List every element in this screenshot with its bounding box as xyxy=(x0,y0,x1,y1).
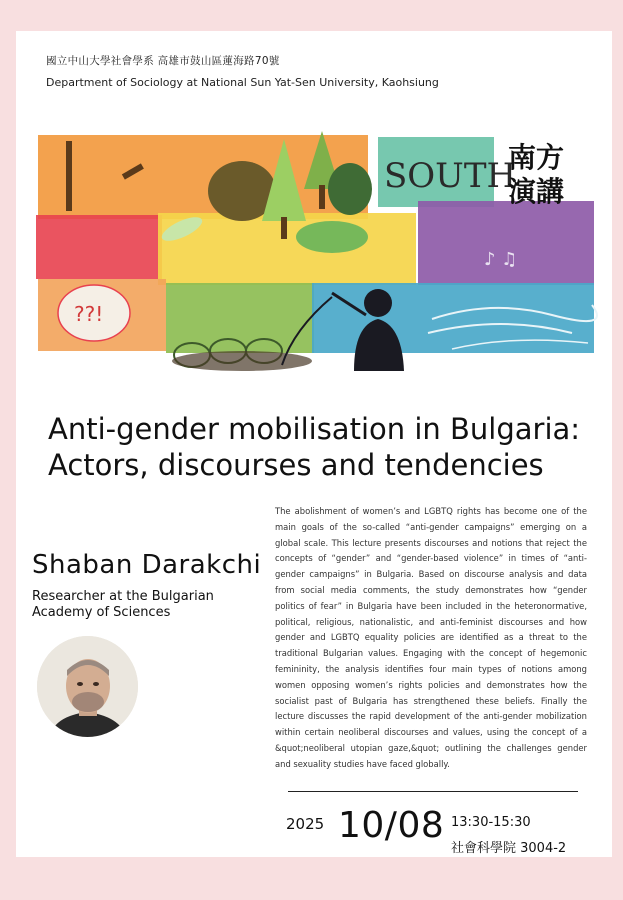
lecture-title xyxy=(48,411,608,483)
purple-block xyxy=(418,201,594,285)
poster xyxy=(16,31,612,857)
lecture-abstract: The abolishment of women’s and LGBTQ rights has become one of the main goals of the so-called “anti-gender campaigns” emerging on a global scale. This lecture presents discourses and notions that reject the concepts of “gender” and “gender-based violence” in times of “anti-gender campaigns” in Bulgaria. Based on discourse analysis and data from social media comments, the study demonstrates how “gender politics of fear” in Bulgaria have been included in the heteronormative, political, religious, nationalistic, and anti-feminist discourses and how gender and LGBTQ equality policies are identified as a threat to the traditional Bulgarian values. Engaging with the concept of hegemonic femininity, the analysis identifies four main types of notions among women opposing women’s rights policies and demonstrates how the socialist past of Bulgaria has strengthened these beliefs. Finally the lecture discusses the rapid development of the anti-gender mobilization within certain neoliberal discourses and values, using the concept of a &quot;neoliberal utopian gaze,&quot; outlining the challenges gender and sexuality studies have faced globally. xyxy=(275,506,587,769)
svg-text:??!: ??! xyxy=(74,302,104,326)
speaker-affiliation-line1: Researcher at the Bulgarian xyxy=(32,589,214,604)
blue-block xyxy=(312,283,594,353)
event-venue: 社會科學院 3004-2 xyxy=(451,841,567,856)
speaker-name: Shaban Darakchi xyxy=(32,550,262,580)
calligraphy-line2: 演講 xyxy=(508,175,565,208)
speaker-affiliation-line2: Academy of Sciences xyxy=(32,605,171,620)
divider-line xyxy=(288,791,578,792)
calligraphy-line1: 南方 xyxy=(508,141,565,174)
lecture-title-line1: Anti-gender mobilisation in Bulgaria: xyxy=(48,412,581,446)
lecture-series-artwork xyxy=(32,129,598,371)
speaker-affiliation xyxy=(32,589,252,621)
speaker-photo xyxy=(37,636,138,737)
event-date: 10/08 xyxy=(338,805,445,846)
svg-text:♪ ♫: ♪ ♫ xyxy=(484,249,518,270)
lecture-title-line2: Actors, discourses and tendencies xyxy=(48,448,544,482)
event-time: 13:30-15:30 xyxy=(451,815,531,830)
south-text: SOUTH xyxy=(384,156,517,196)
department-name-zh: 國立中山大學社會學系 高雄市鼓山區蓮海路70號 xyxy=(46,55,280,67)
department-name-en: Department of Sociology at National Sun Yat-Sen University, Kaohsiung xyxy=(46,76,439,89)
event-year: 2025 xyxy=(286,815,325,833)
red-block xyxy=(36,215,162,279)
